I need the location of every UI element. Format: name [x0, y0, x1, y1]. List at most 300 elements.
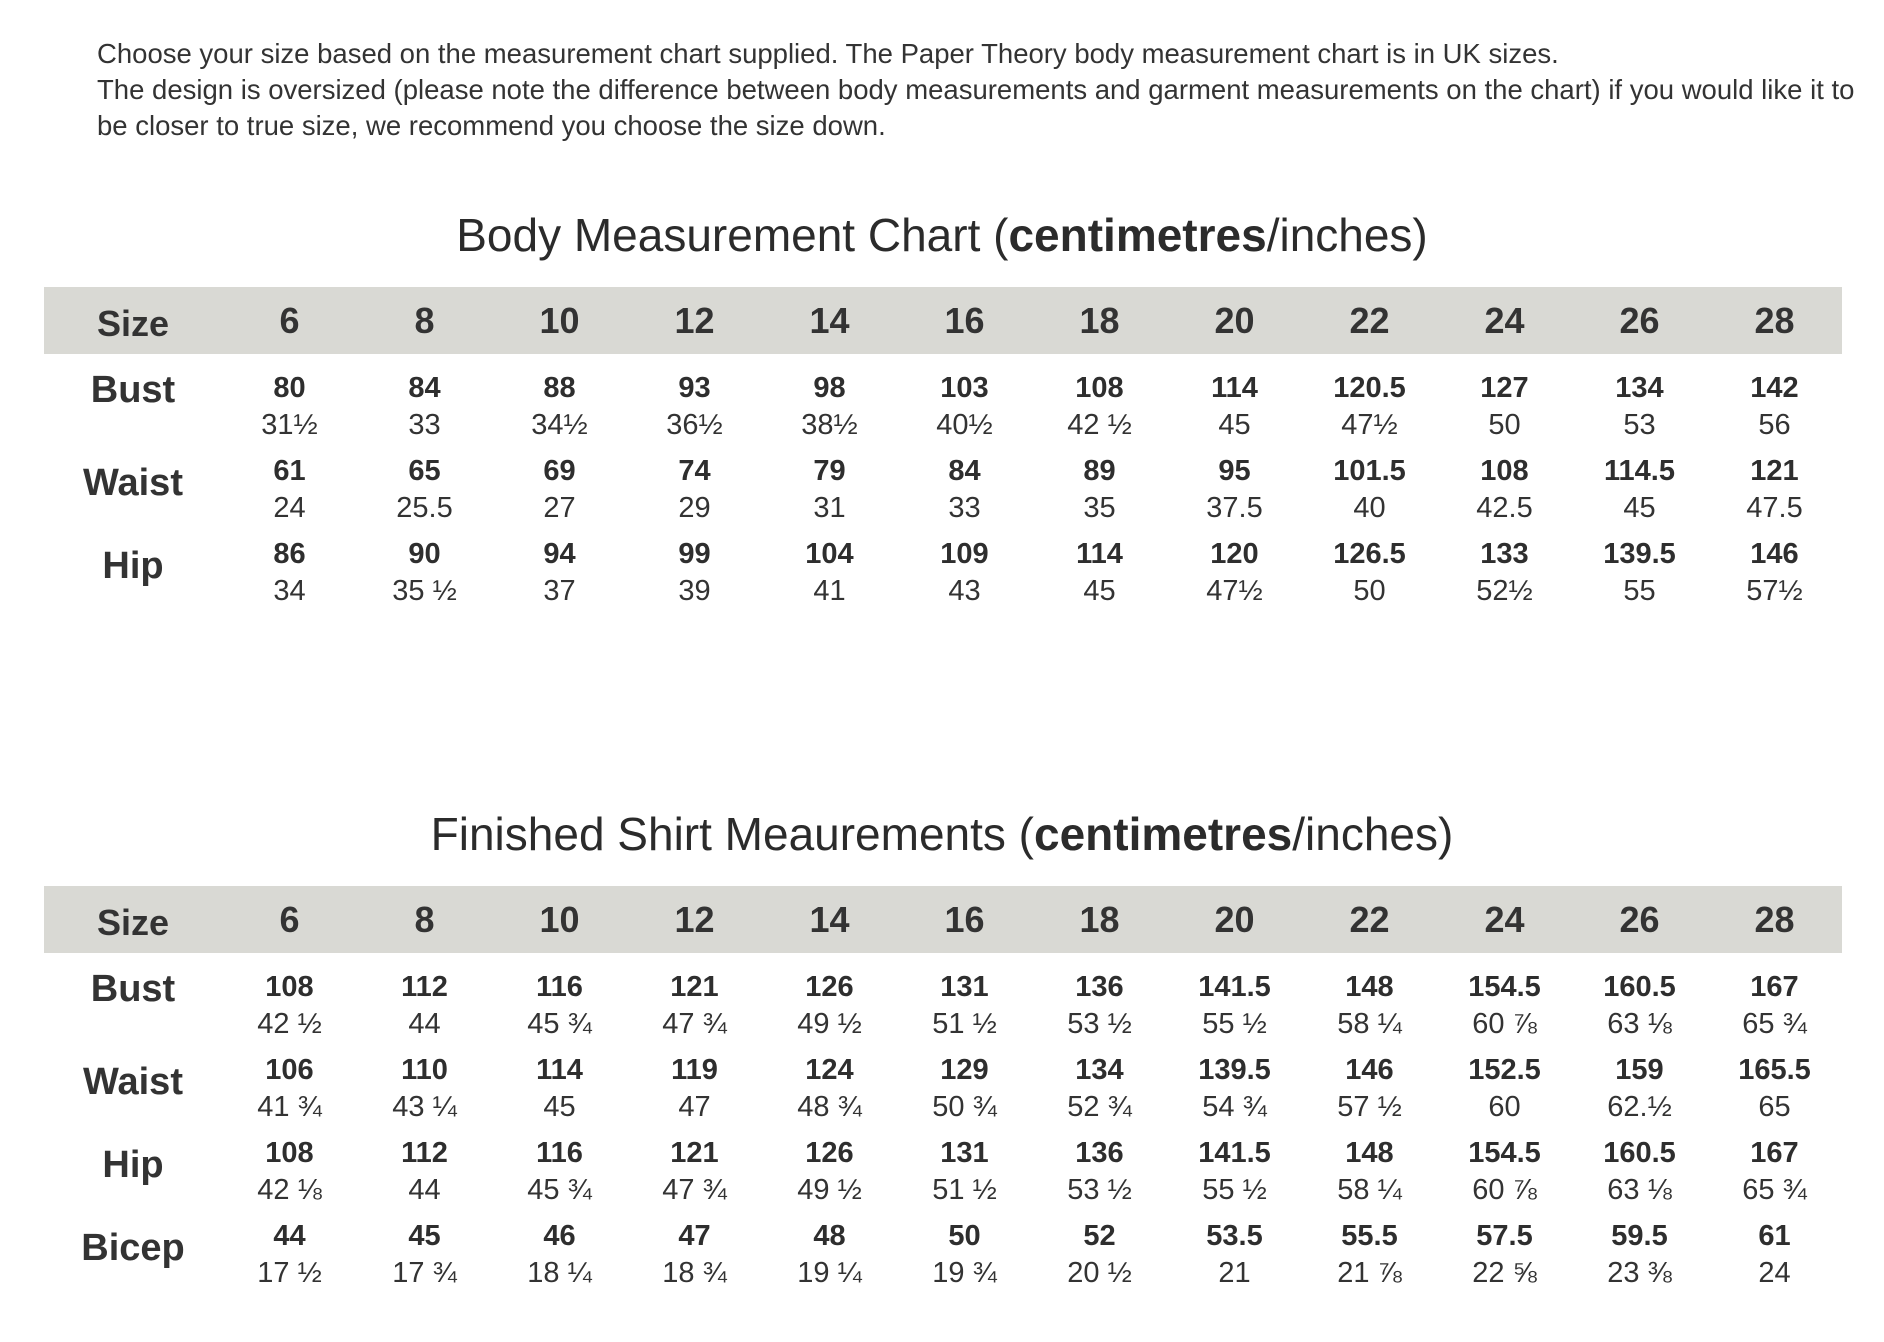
cm-value: 93	[678, 372, 711, 404]
measurement-cell	[1302, 354, 1437, 453]
inch-value: 34	[273, 575, 306, 607]
inch-value: 24	[273, 492, 306, 524]
measurement-cell	[222, 536, 357, 619]
cm-value: 146	[1345, 1054, 1394, 1086]
cm-value: 160.5	[1603, 1137, 1676, 1169]
measurement-cell	[762, 354, 897, 453]
row-label: Bust	[90, 968, 176, 1010]
measurement-cell	[1707, 536, 1842, 619]
row-label: Waist	[83, 462, 183, 504]
inch-value: 43 ¼	[392, 1091, 457, 1123]
measurement-cell	[357, 1218, 492, 1301]
inch-value: 24	[1758, 1257, 1791, 1289]
cm-value: 106	[265, 1054, 314, 1086]
inch-value: 57½	[1746, 575, 1803, 607]
inch-value: 21	[1218, 1257, 1251, 1289]
cm-value: 55.5	[1341, 1220, 1398, 1252]
cm-value: 103	[940, 372, 989, 404]
measurement-row-bicep	[44, 1218, 1842, 1301]
measurement-cell	[897, 1218, 1032, 1301]
cm-value: 116	[536, 1137, 583, 1169]
inch-value: 45	[1083, 575, 1116, 607]
shirt-chart-title	[0, 807, 1884, 861]
measurement-cell	[1572, 953, 1707, 1052]
inch-value: 42.5	[1476, 492, 1533, 524]
measurement-cell	[897, 453, 1032, 536]
measurement-cell	[897, 536, 1032, 619]
inch-value: 33	[948, 492, 981, 524]
inch-value: 65 ¾	[1742, 1008, 1807, 1040]
inch-value: 42 ½	[257, 1008, 322, 1040]
cm-value: 108	[265, 1137, 314, 1169]
cm-value: 131	[940, 971, 989, 1003]
inch-value: 52 ¾	[1067, 1091, 1132, 1123]
cm-value: 148	[1345, 1137, 1394, 1169]
cm-value: 136	[1075, 971, 1124, 1003]
inch-value: 47½	[1206, 575, 1263, 607]
measurement-cell	[492, 536, 627, 619]
cm-value: 126.5	[1333, 538, 1406, 570]
measurement-cell	[357, 354, 492, 453]
measurement-cell	[627, 953, 762, 1052]
cm-value: 124	[805, 1054, 854, 1086]
inch-value: 19 ¾	[932, 1257, 997, 1289]
measurement-cell	[627, 536, 762, 619]
inch-value: 41 ¾	[257, 1091, 322, 1123]
measurement-cell	[1167, 536, 1302, 619]
size-label: Size	[96, 901, 170, 943]
cm-value: 86	[273, 538, 306, 570]
cm-value: 131	[940, 1137, 989, 1169]
measurement-cell	[1302, 453, 1437, 536]
measurement-cell	[1032, 1218, 1167, 1301]
measurement-cell	[897, 354, 1032, 453]
inch-value: 65	[1758, 1091, 1791, 1123]
size-header-cell: 6	[279, 898, 300, 940]
measurement-cell	[492, 453, 627, 536]
size-header-row	[44, 886, 1842, 953]
cm-value: 167	[1750, 1137, 1799, 1169]
cm-value: 141.5	[1198, 971, 1271, 1003]
cm-value: 120	[1210, 538, 1259, 570]
inch-value: 63 ⅛	[1607, 1008, 1672, 1040]
inch-value: 47 ¾	[662, 1008, 727, 1040]
cm-value: 152.5	[1468, 1054, 1541, 1086]
inch-value: 47½	[1341, 409, 1398, 441]
inch-value: 60 ⅞	[1472, 1174, 1537, 1206]
size-header-cell: 10	[539, 898, 580, 940]
cm-value: 47	[678, 1220, 711, 1252]
inch-value: 18 ¾	[662, 1257, 727, 1289]
inch-value: 42 ½	[1067, 409, 1132, 441]
inch-value: 55	[1623, 575, 1656, 607]
size-header-cell: 12	[674, 898, 715, 940]
inch-value: 60 ⅞	[1472, 1008, 1537, 1040]
inch-value: 47.5	[1746, 492, 1803, 524]
inch-value: 17 ½	[257, 1257, 322, 1289]
cm-value: 139.5	[1198, 1054, 1271, 1086]
measurement-row-hip	[44, 1135, 1842, 1218]
body-chart-title-prefix: Body Measurement Chart (	[456, 209, 1009, 261]
inch-value: 55 ½	[1202, 1174, 1267, 1206]
inch-value: 36½	[666, 409, 723, 441]
cm-value: 98	[813, 372, 846, 404]
inch-value: 58 ¼	[1337, 1008, 1402, 1040]
inch-value: 40½	[936, 409, 993, 441]
measurement-cell	[222, 1135, 357, 1218]
measurement-cell	[1302, 953, 1437, 1052]
inch-value: 55 ½	[1202, 1008, 1267, 1040]
measurement-cell	[1032, 453, 1167, 536]
size-header-cell: 28	[1754, 898, 1795, 940]
cm-value: 104	[805, 538, 854, 570]
cm-value: 112	[401, 971, 448, 1003]
measurement-cell	[762, 453, 897, 536]
inch-value: 45	[543, 1091, 576, 1123]
size-header-cell: 6	[279, 299, 300, 341]
cm-value: 134	[1615, 372, 1664, 404]
row-label: Hip	[102, 545, 164, 587]
inch-value: 53 ½	[1067, 1174, 1132, 1206]
inch-value: 51 ½	[932, 1174, 997, 1206]
cm-value: 165.5	[1738, 1054, 1811, 1086]
inch-value: 25.5	[396, 492, 453, 524]
inch-value: 18 ¼	[527, 1257, 592, 1289]
inch-value: 17 ¾	[392, 1257, 457, 1289]
measurement-cell	[1032, 1052, 1167, 1135]
body-measurement-table	[44, 287, 1842, 619]
shirt-chart-title-unit: centimetres	[1034, 808, 1293, 860]
cm-value: 148	[1345, 971, 1394, 1003]
row-label: Bicep	[81, 1227, 185, 1269]
inch-value: 47 ¾	[662, 1174, 727, 1206]
inch-value: 51 ½	[932, 1008, 997, 1040]
measurement-cell	[1437, 536, 1572, 619]
row-label: Hip	[102, 1144, 164, 1186]
measurement-cell	[1707, 953, 1842, 1052]
inch-value: 53 ½	[1067, 1008, 1132, 1040]
inch-value: 31	[813, 492, 846, 524]
inch-value: 56	[1758, 409, 1791, 441]
measurement-cell	[1572, 536, 1707, 619]
measurement-cell	[1167, 1135, 1302, 1218]
cm-value: 114	[1076, 538, 1123, 570]
intro-line-2: The design is oversized (please note the difference between body measurements and garment measurements on the chart) if you would like it to be closer to true size, we recommend you choose the size down.	[97, 74, 1855, 141]
measurement-cell	[1167, 453, 1302, 536]
size-header-cell: 10	[539, 299, 580, 341]
cm-value: 94	[543, 538, 576, 570]
inch-value: 45 ¾	[527, 1008, 592, 1040]
body-chart-title-unit: centimetres	[1008, 209, 1267, 261]
measurement-cell	[1437, 453, 1572, 536]
measurement-cell	[222, 953, 357, 1052]
cm-value: 53.5	[1206, 1220, 1263, 1252]
measurement-cell	[357, 1135, 492, 1218]
measurement-cell	[762, 1052, 897, 1135]
cm-value: 65	[408, 455, 441, 487]
measurement-cell	[222, 354, 357, 453]
shirt-measurement-table	[44, 886, 1842, 1301]
cm-value: 80	[273, 372, 306, 404]
inch-value: 45	[1218, 409, 1251, 441]
measurement-cell	[1302, 1052, 1437, 1135]
measurement-cell	[1032, 1135, 1167, 1218]
cm-value: 50	[948, 1220, 981, 1252]
inch-value: 57 ½	[1337, 1091, 1402, 1123]
measurement-cell	[1572, 453, 1707, 536]
inch-value: 45 ¾	[527, 1174, 592, 1206]
cm-value: 116	[536, 971, 583, 1003]
size-header-cell: 14	[809, 299, 850, 341]
inch-value: 50 ¾	[932, 1091, 997, 1123]
cm-value: 154.5	[1468, 1137, 1541, 1169]
size-header-cell: 28	[1754, 299, 1795, 341]
measurement-cell	[492, 354, 627, 453]
measurement-cell	[627, 354, 762, 453]
measurement-cell	[1572, 1218, 1707, 1301]
cm-value: 127	[1480, 372, 1529, 404]
measurement-cell	[1437, 1052, 1572, 1135]
inch-value: 37.5	[1206, 492, 1263, 524]
size-header-cell: 24	[1484, 299, 1525, 341]
cm-value: 57.5	[1476, 1220, 1533, 1252]
cm-value: 46	[543, 1220, 576, 1252]
measurement-cell	[897, 1135, 1032, 1218]
measurement-cell	[1302, 536, 1437, 619]
measurement-row-waist	[44, 453, 1842, 536]
size-header-cell: 16	[944, 898, 985, 940]
measurement-row-bust	[44, 953, 1842, 1052]
cm-value: 84	[948, 455, 981, 487]
inch-value: 45	[1623, 492, 1656, 524]
measurement-cell	[762, 953, 897, 1052]
inch-value: 29	[678, 492, 711, 524]
cm-value: 114	[1211, 372, 1258, 404]
measurement-row-bust	[44, 354, 1842, 453]
cm-value: 90	[408, 538, 441, 570]
inch-value: 35	[1083, 492, 1116, 524]
cm-value: 112	[401, 1137, 448, 1169]
measurement-cell	[1572, 1052, 1707, 1135]
inch-value: 44	[408, 1174, 441, 1206]
inch-value: 52½	[1476, 575, 1533, 607]
size-header-cell: 16	[944, 299, 985, 341]
measurement-cell	[492, 1135, 627, 1218]
measurement-cell	[492, 1052, 627, 1135]
inch-value: 53	[1623, 409, 1656, 441]
inch-value: 31½	[261, 409, 318, 441]
size-header-cell: 22	[1349, 898, 1390, 940]
cm-value: 84	[408, 372, 441, 404]
cm-value: 154.5	[1468, 971, 1541, 1003]
inch-value: 50	[1488, 409, 1521, 441]
cm-value: 121	[1750, 455, 1799, 487]
cm-value: 146	[1750, 538, 1799, 570]
measurement-cell	[627, 1052, 762, 1135]
cm-value: 142	[1750, 372, 1799, 404]
cm-value: 48	[813, 1220, 846, 1252]
measurement-cell	[1032, 536, 1167, 619]
body-chart-title	[0, 208, 1884, 262]
inch-value: 22 ⅝	[1472, 1257, 1537, 1289]
cm-value: 141.5	[1198, 1137, 1271, 1169]
measurement-cell	[762, 1135, 897, 1218]
inch-value: 27	[543, 492, 576, 524]
row-label: Bust	[90, 369, 176, 411]
cm-value: 120.5	[1333, 372, 1406, 404]
measurement-cell	[222, 1218, 357, 1301]
measurement-cell	[1707, 1052, 1842, 1135]
inch-value: 60	[1488, 1091, 1521, 1123]
measurement-cell	[1167, 1218, 1302, 1301]
inch-value: 21 ⅞	[1337, 1257, 1402, 1289]
measurement-cell	[897, 953, 1032, 1052]
inch-value: 37	[543, 575, 576, 607]
cm-value: 59.5	[1611, 1220, 1668, 1252]
size-header-cell: 12	[674, 299, 715, 341]
inch-value: 65 ¾	[1742, 1174, 1807, 1206]
size-header-cell: 26	[1619, 299, 1660, 341]
measurement-cell	[222, 453, 357, 536]
measurement-cell	[1707, 354, 1842, 453]
measurement-cell	[357, 453, 492, 536]
cm-value: 114	[536, 1054, 583, 1086]
cm-value: 52	[1083, 1220, 1116, 1252]
size-header-cell: 20	[1214, 898, 1255, 940]
measurement-cell	[222, 1052, 357, 1135]
measurement-cell	[1437, 1218, 1572, 1301]
inch-value: 40	[1353, 492, 1386, 524]
size-header-cell: 8	[414, 299, 435, 341]
inch-value: 35 ½	[392, 575, 457, 607]
inch-value: 49 ½	[797, 1008, 862, 1040]
size-label: Size	[96, 302, 170, 344]
cm-value: 133	[1480, 538, 1529, 570]
measurement-cell	[1707, 1218, 1842, 1301]
cm-value: 121	[670, 1137, 719, 1169]
cm-value: 101.5	[1333, 455, 1406, 487]
cm-value: 167	[1750, 971, 1799, 1003]
row-label: Waist	[83, 1061, 183, 1103]
inch-value: 20 ½	[1067, 1257, 1132, 1289]
measurement-cell	[1032, 953, 1167, 1052]
inch-value: 42 ⅛	[257, 1174, 322, 1206]
size-header-cell: 20	[1214, 299, 1255, 341]
cm-value: 129	[940, 1054, 989, 1086]
inch-value: 62.½	[1607, 1091, 1672, 1123]
measurement-cell	[1167, 1052, 1302, 1135]
cm-value: 134	[1075, 1054, 1124, 1086]
inch-value: 41	[813, 575, 846, 607]
cm-value: 74	[678, 455, 711, 487]
size-header-cell: 8	[414, 898, 435, 940]
cm-value: 110	[401, 1054, 448, 1086]
measurement-cell	[627, 1135, 762, 1218]
inch-value: 23 ⅜	[1607, 1257, 1672, 1289]
measurement-cell	[492, 953, 627, 1052]
inch-value: 49 ½	[797, 1174, 862, 1206]
cm-value: 95	[1218, 455, 1251, 487]
cm-value: 126	[805, 971, 854, 1003]
size-header-cell: 24	[1484, 898, 1525, 940]
intro-line-1: Choose your size based on the measurement chart supplied. The Paper Theory body measurement chart is in UK sizes.	[97, 38, 1559, 69]
measurement-cell	[357, 1052, 492, 1135]
cm-value: 79	[813, 455, 846, 487]
cm-value: 45	[408, 1220, 441, 1252]
measurement-cell	[897, 1052, 1032, 1135]
inch-value: 47	[678, 1091, 711, 1123]
shirt-chart-title-suffix: /inches)	[1292, 808, 1454, 860]
cm-value: 61	[1758, 1220, 1791, 1252]
size-header-cell: 22	[1349, 299, 1390, 341]
cm-value: 126	[805, 1137, 854, 1169]
measurement-cell	[1572, 1135, 1707, 1218]
measurement-cell	[1167, 953, 1302, 1052]
body-chart-title-suffix: /inches)	[1266, 209, 1428, 261]
cm-value: 69	[543, 455, 576, 487]
cm-value: 44	[273, 1220, 306, 1252]
measurement-cell	[1167, 354, 1302, 453]
measurement-cell	[1572, 354, 1707, 453]
size-header-row	[44, 287, 1842, 354]
cm-value: 114.5	[1604, 455, 1675, 487]
inch-value: 63 ⅛	[1607, 1174, 1672, 1206]
cm-value: 121	[670, 971, 719, 1003]
measurement-cell	[1707, 1135, 1842, 1218]
inch-value: 33	[408, 409, 441, 441]
cm-value: 108	[265, 971, 314, 1003]
table-header	[44, 287, 1842, 354]
intro-text	[97, 36, 1857, 144]
inch-value: 50	[1353, 575, 1386, 607]
cm-value: 61	[273, 455, 306, 487]
cm-value: 109	[940, 538, 989, 570]
inch-value: 48 ¾	[797, 1091, 862, 1123]
measurement-cell	[627, 453, 762, 536]
size-header-cell: 18	[1079, 898, 1120, 940]
cm-value: 119	[671, 1054, 718, 1086]
cm-value: 136	[1075, 1137, 1124, 1169]
measurement-cell	[1437, 354, 1572, 453]
inch-value: 34½	[531, 409, 588, 441]
measurement-cell	[357, 536, 492, 619]
inch-value: 38½	[801, 409, 858, 441]
inch-value: 44	[408, 1008, 441, 1040]
measurement-cell	[1437, 953, 1572, 1052]
measurement-cell	[762, 536, 897, 619]
measurement-cell	[1032, 354, 1167, 453]
cm-value: 89	[1083, 455, 1116, 487]
size-header-cell: 26	[1619, 898, 1660, 940]
cm-value: 139.5	[1603, 538, 1676, 570]
measurement-cell	[357, 953, 492, 1052]
measurement-cell	[627, 1218, 762, 1301]
measurement-cell	[492, 1218, 627, 1301]
inch-value: 39	[678, 575, 711, 607]
inch-value: 19 ¼	[797, 1257, 862, 1289]
measurement-cell	[1437, 1135, 1572, 1218]
inch-value: 43	[948, 575, 981, 607]
cm-value: 108	[1075, 372, 1124, 404]
measurement-row-waist	[44, 1052, 1842, 1135]
measurement-row-hip	[44, 536, 1842, 619]
measurement-cell	[1302, 1135, 1437, 1218]
inch-value: 58 ¼	[1337, 1174, 1402, 1206]
measurement-cell	[1707, 453, 1842, 536]
cm-value: 88	[543, 372, 576, 404]
size-header-cell: 18	[1079, 299, 1120, 341]
cm-value: 159	[1615, 1054, 1664, 1086]
